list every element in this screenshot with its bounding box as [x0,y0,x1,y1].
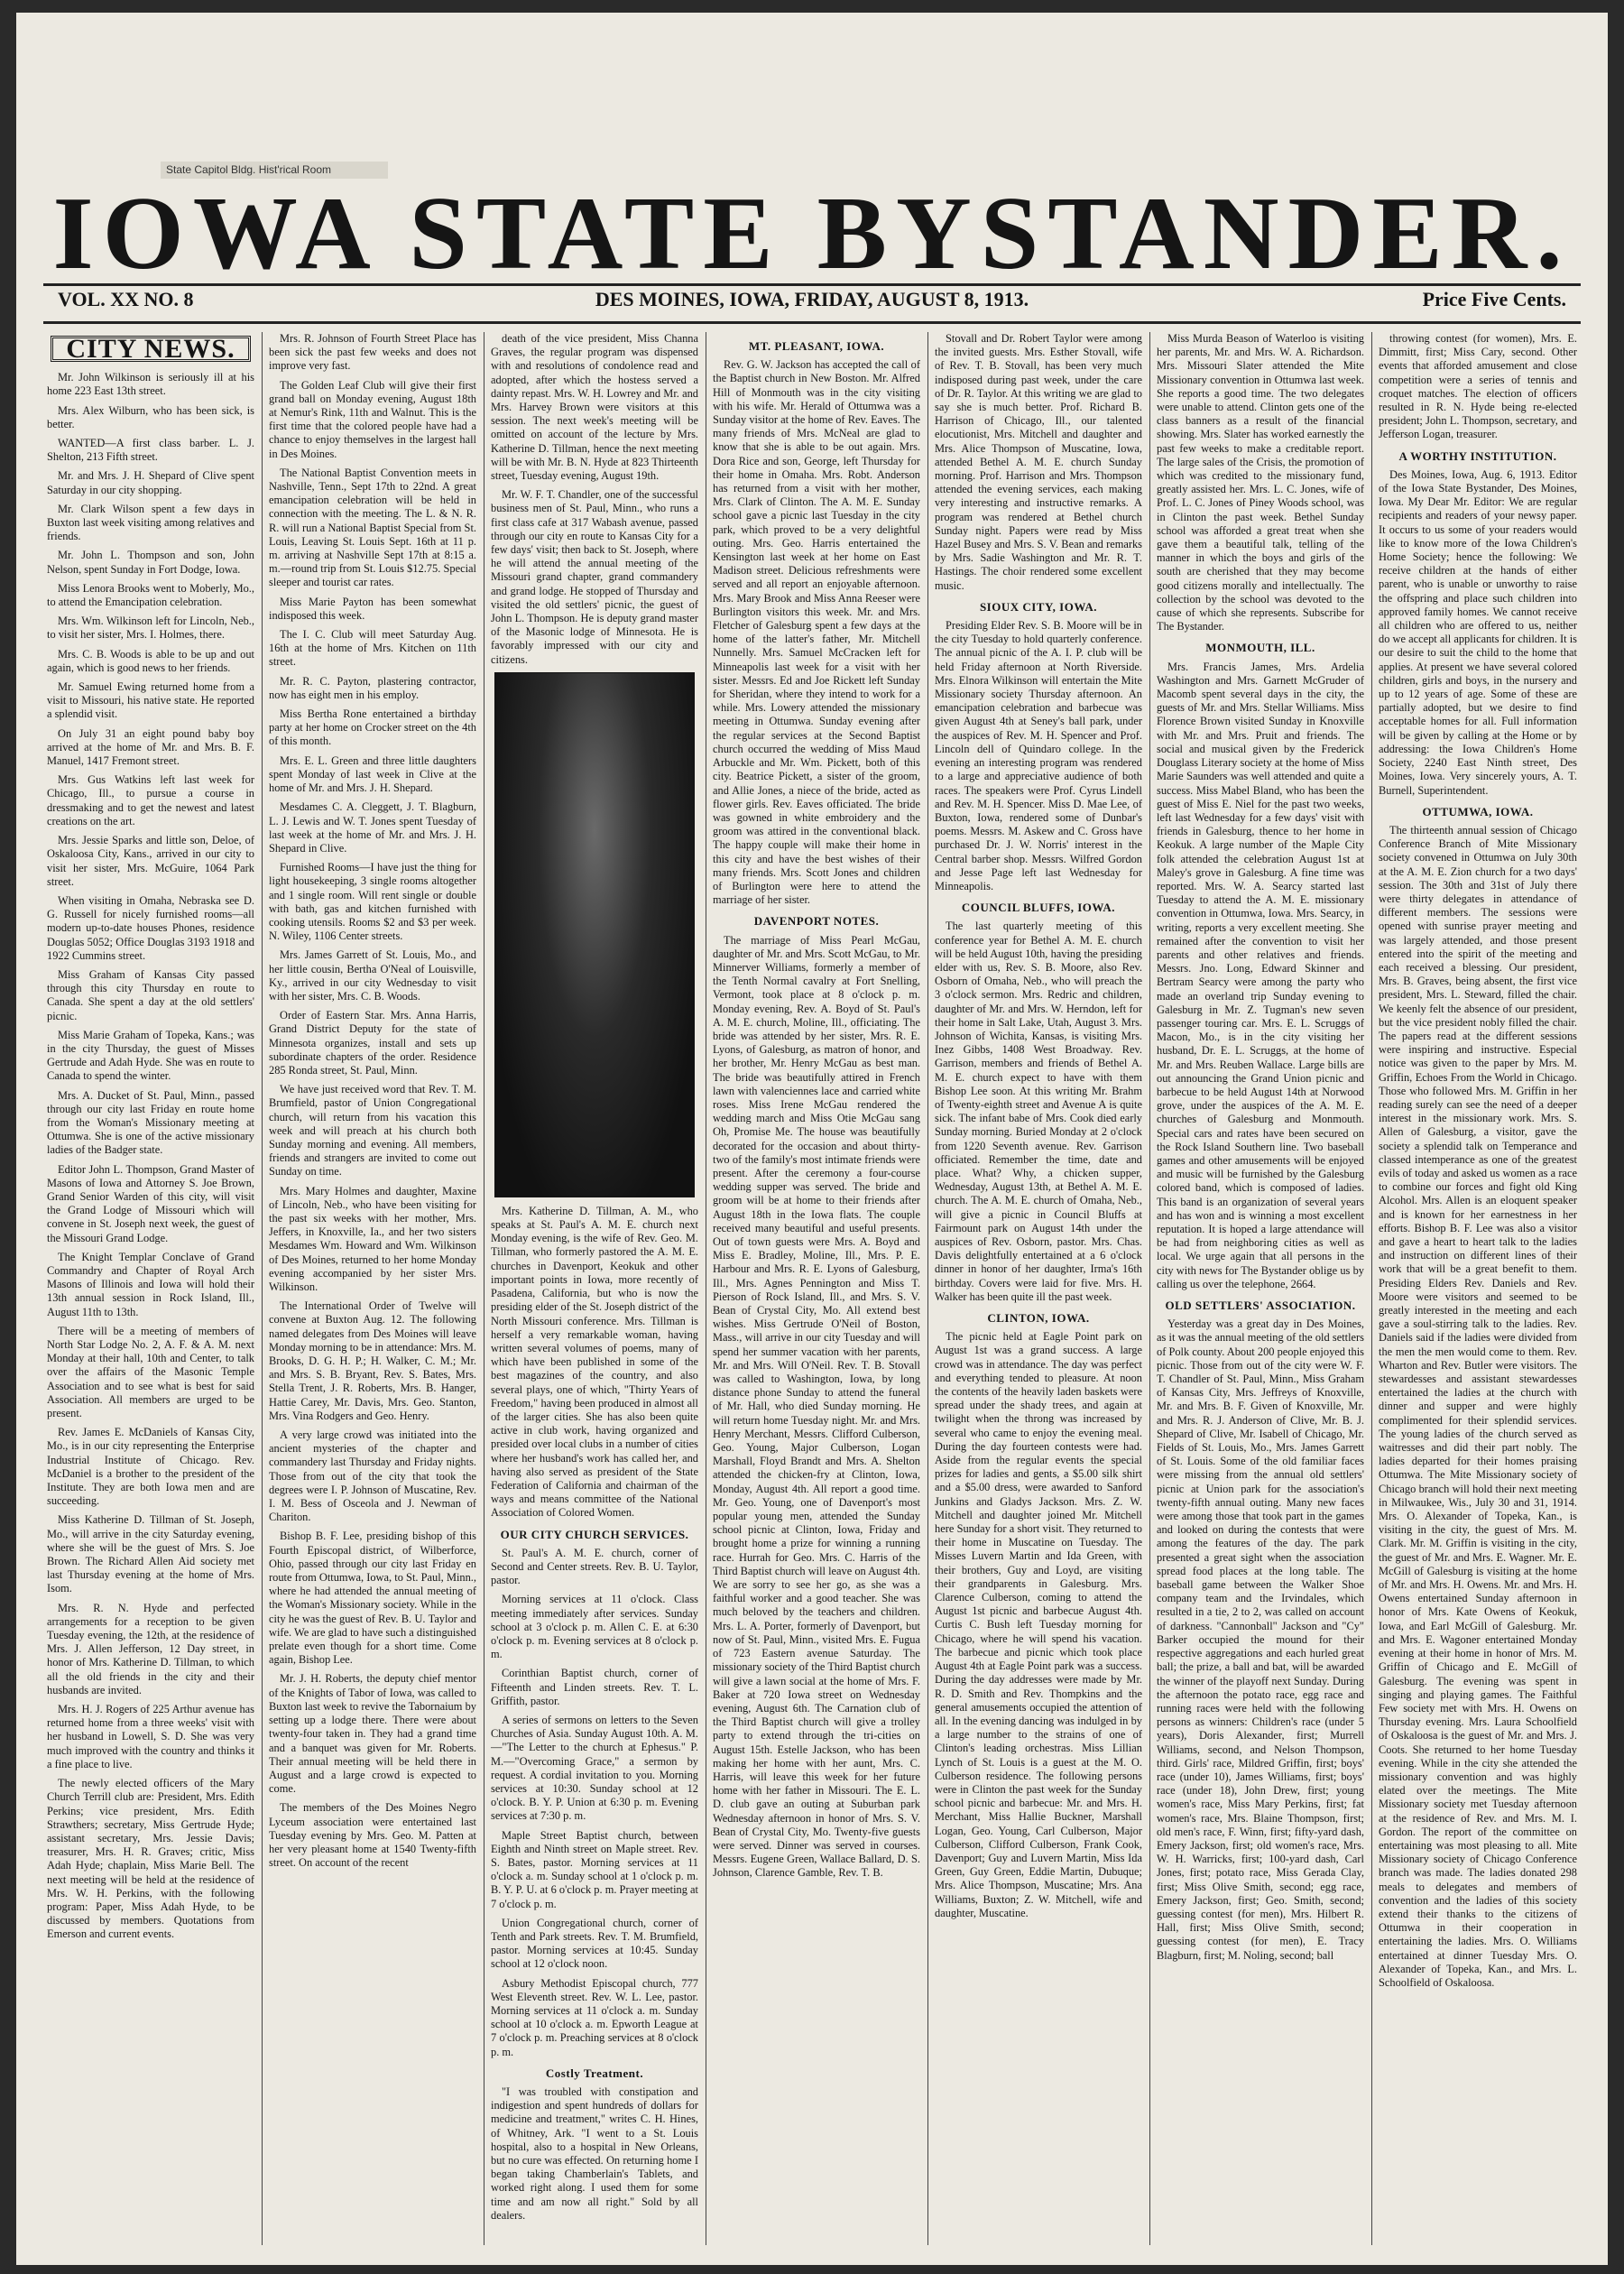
price: Price Five Cents. [1422,288,1566,310]
news-item: A very large crowd was initiated into the ancient mysteries of the chapter and commandery last Thursday and Friday nights. Those from out of the city that took the degrees were I. P. Johnson of Muscatine, Rev. I. M. Bess of Osceola and J. Newman of Chariton. [269,1428,476,1524]
news-item: Corinthian Baptist church, corner of Fifteenth and Linden streets. Rev. T. L. Griffith, pastor. [491,1667,698,1707]
masthead: IOWA STATE BYSTANDER. [52,176,1572,291]
news-item: Mrs. Gus Watkins left last week for Chicago, Ill., to pursue a course in dressmaking and to get the newest and latest creations on the art. [47,773,254,827]
section-text: Presiding Elder Rev. S. B. Moore will be in the city Tuesday to hold quarterly conference. The annual picnic of the A. I. P. club will be held Friday afternoon at North Riverside. Mrs. Elnora Wilkinson will entertain the Mite Missionary society Thursday afternoon. An emancipation celebration and barbecue was given August 4th at Seney's ball park, under the auspices of Rev. M. H. Spencer and Prof. Lincoln dell of Quindaro college. In the evening an interesting program was rendered to a large and appreciative audience of both races. The speakers were Prof. Cyrus Lindell and Rev. M. H. Spencer. Miss D. Mae Lee, of Buxton, Iowa, rendered some of Dunbar's poems. Messrs. M. Askew and C. Gross have purchased Dr. J. W. Norris' interest in the Central barber shop. Messrs. Wilfred Gordon and Jesse Page left last Wednesday for Minneapolis. [935,619,1142,892]
column-rule [1371,332,1372,2245]
news-item: On July 31 an eight pound baby boy arrived at the home of Mr. and Mrs. B. F. Manuel, 1417 Fremont street. [47,726,254,768]
news-item: Order of Eastern Star. Mrs. Anna Harris, Grand District Deputy for the state of Minnesota organizes, install and sets up subordinate chapters of the order. Residence 285 Ronda street, St. Paul, Minn. [269,1009,476,1077]
columns [47,332,1577,2254]
section-text: throwing contest (for women), Mrs. E. Dimmitt, first; Miss Cary, second. Other events that afforded amusement and close competition were a series of tennis and croquet matches. The election of officers resulted in R. N. Hyde being re-elected president; John L. Thompson, secretary, and Jefferson Logan, treasurer. [1379,332,1577,441]
news-item: The I. C. Club will meet Saturday Aug. 16th at the home of Mrs. Kitchen on 11th street. [269,628,476,669]
column-3 [491,332,698,2245]
section-text: Des Moines, Iowa, Aug. 6, 1913. Editor of the Iowa State Bystander, Des Moines, Iowa. My Dear Mr. Editor: We are regular recipients and readers of your newsy paper. It occurs to us some of your readers would like to know more of the Iowa Children's Home Society; hence the following: We receive children at the hands of either parent, who is unable or unworthy to raise the offspring and place such children into approved family homes. We cannot receive all children who are offered to us, neither do we accept all applicants for children. It is our desire to suit the child to the home that applies. At present we have several colored children, girls and boys, in the nursery and up to 12 years of age. Some of these are partially adopted, but we desire to find acceptable homes for all. Full information will be given by calling at the Home or by addressing: the Iowa Children's Home Society, 2240 East Ninth street, Des Moines, Iowa. Very sincerely yours, A. T. Burnell, Superintendent. [1379,467,1577,797]
news-item: There will be a meeting of members of North Star Lodge No. 2, A. F. & A. M. next Monday at their hall, 10th and Center, to talk over the affairs of the Masonic Temple Association and to see what is best for said Association. All members are urged to be present. [47,1324,254,1420]
news-item: Miss Graham of Kansas City passed through this city Thursday en route to Canada. She spent a day at the old settlers' picnic. [47,967,254,1022]
news-item: St. Paul's A. M. E. church, corner of Second and Center streets. Rev. B. U. Taylor, pastor. [491,1546,698,1587]
news-item: The Knight Templar Conclave of Grand Commandry and Chapter of Royal Arch Masons of Illinois and Iowa will hold their 13th annual session in Rock Island, Ill., August 11th to 13th. [47,1250,254,1318]
portrait-photo [494,672,696,1197]
section-heading: CLINTON, IOWA. [987,1311,1090,1326]
churches-heading: OUR CITY CHURCH SERVICES. [500,1527,689,1541]
news-item: Morning services at 11 o'clock. Class meeting immediately after services. Sunday school at 3 o'clock p. m. Allen C. E. at 6:30 o'clock p. m. Evening services at 8 o'clock p. m. [491,1593,698,1661]
column-4 [713,332,920,2245]
top-rule [43,283,1581,286]
section-text: Mrs. Francis James, Mrs. Ardelia Washington and Mrs. Garnett McGruder of Macomb spent several days in the city, the guests of Mr. and Mrs. Stellar Williams. Miss Florence Brown visited Sunday in Knoxville with Mr. and Mrs. Pruit and friends. The social and musical given by the Frederick Douglass Literary society at the home of Miss Marie Saunders was well attended and quite a success. Miss Mabel Bland, who has been the guest of Miss E. Niel for the past two weeks, left last Wednesday for a few days' visit with friends in Galesburg, thence to her home in Keokuk. A large number of the Maple City folk attended the celebration August 1st at Maley's grove in Galesburg. A fine time was reported. Mrs. W. A. Searcy started last Tuesday to attend the A. M. E. missionary convention in Ottumwa, Iowa. Mrs. Searcy, in writing, reports a very excellent meeting. She remained after the convention to visit her parents and other relatives and friends. Messrs. Jno. Long, Edward Skinner and Bertram Searcy were among the party who made an overland trip Sunday evening to Galesburg in Mr. Z. Tugman's new seven passenger touring car. Mrs. E. L. Scruggs of Macon, Mo., is in the city visiting her husband, Dr. E. L. Scruggs, at the home of Mr. and Mrs. Reuben Wallace. Large bills are out announcing the Grand Union picnic and barbecue to be held August 14th at Norwood grove, under the auspices of the A. M. E. churches of Galesburg and Monmouth. Special cars and rates have been secured on the Rock Island Southern line. Two baseball games and other amusements will be enjoyed and music will be furnished by the Galesburg colored band, which is composed of ladies. This band is an organization of several years and has won and is winning a most excellent reputation. It is hoped a large attendance will be had from neighboring cities as well as local. We urge again that all persons in the city with news for The Bystander oblige us by calling us over the telephone, 2664. [1157,660,1364,1290]
column-1 [47,332,254,2245]
section-text: The thirteenth annual session of Chicago Conference Branch of Mite Missionary society convened in Ottumwa on July 30th at the A. M. E. Zion church for a two days' session. The 30th and 31st of July there were thirty delegates in attendance of different members. The sessions were opened with sunrise prayer meeting and was largely attended, and those present entered into the spirit of the meeting and each received a blessing. Our president, Mrs. B. Graves, being absent, the first vice president, Mrs. L. Steward, filled the chair. We keenly felt the absence of our president, but the vice president nobly filled the chair. The papers read at the different sessions were inspiring and instructive. Especial notice was given to the paper by Mrs. M. Griffin, Echoes From the World in Chicago. Those who followed Mrs. M. Griffin in her reading surely can see the need of a deeper interest in the missionary work. Mrs. S. Allen of Galesburg, a visitor, gave the society a splendid talk on Temperance and classed intemperance as one of the greatest evils of today and asked us women as a race to combine our forces and fight old King Alcohol. Mrs. Allen is an eloquent speaker and is known for her earnestness in her efforts. Bishop B. F. Lee was also a visitor and gave a heart to heart talk to the ladies and instruction on different lines of their work that will be a great benefit to them. Presiding Elders Rev. Daniels and Rev. Moore were visitors and seemed to be greatly interested in the meeting and each gave a soul-stirring talk to the ladies. Rev. Daniels said if the ladies were divided from the men the men would come to them. Rev. Wharton and Rev. Butler were visitors. The stewardesses and assistant stewardesses entertained the ladies at the church with dinner and supper and were highly complimented for their splendid services. The young ladies of the church served as waitresses and did their part nobly. The ladies departed for their homes praising Ottumwa. The Mite Missionary society of Chicago branch will hold their next meeting in Milwaukee, Wis., July 30 and 31, 1914. Mrs. O. Alexander of Topeka, Kan., is visiting in the city, the guest of Mrs. M. Clark. Mr. M. Griffin is visiting in the city, the guest of Mr. and Mrs. E. Wagner. Mr. E. McGill of Galesburg is visiting at the home of Mr. and Mrs. H. Owens. Mr. and Mrs. H. Owens entertained Sunday afternoon in honor of Mrs. Kate Owens of Keokuk, Iowa, and Earl McGill of Galesburg. Mr. and Mrs. E. Wagoner entertained Monday evening at their home in honor of Mrs. M. Griffin of Chicago and E. McGill of Galesburg. The evening was spent in singing and playing games. The Faithful Few society met with Mrs. H. Owens on Thursday evening. Mrs. Laura Schoolfield of Oskaloosa is the guest of Mr. and Mrs. J. Coots. She returned to her home Tuesday evening. While in the city she attended the missionary convention and was highly elated over the meetings. The Mite Missionary society met Tuesday afternoon at the residence of Rev. and Mrs. M. I. Gordon. The report of the committee on entertaining was most pleasing to all. Mite Missionary society of Chicago Conference branch was made. The ladies donated 298 meals to delegates and members of convention and the ladies of this society extend their thanks to the citizens of Ottumwa in their cooperation in entertaining the ladies. Mrs. O. Williams entertained at dinner Tuesday Mrs. O. Alexander of Topeka, Kan., and Mrs. L. Schoolfield of Oskaloosa. [1379,823,1577,1989]
column-2 [269,332,476,2245]
section-heading: OTTUMWA, IOWA. [1422,804,1534,818]
section-text: The last quarterly meeting of this conference year for Bethel A. M. E. church will be held August 10th, having the presiding elder with us, Rev. S. B. Moore, also Rev. Osborn of Omaha, Neb., who will preach the 3 o'clock sermon. Mrs. Redric and children, daughter of Mr. and Mrs. W. Herndon, left for their home in Salt Lake, Utah, August 3. Mrs. Johnson of Wichita, Kansas, is visiting Mrs. Inez Gibbs, 1408 West Broadway. Rev. Garrison, members and friends of Bethel A. M. E. church expect to have with them Bishop Lee soon. At this writing Mr. Brahm of Twenty-eighth street and Avenue A is quite sick. The infant babe of Mrs. Cook died early Sunday morning. Buried Monday at 2 o'clock from 1220 Seventh avenue. Rev. Garrison officiated. Remember the time, date and place. What? Why, a chicken supper, Wednesday, August 13th, at Bethel A. M. E. church. The A. M. E. church of Omaha, Neb., will give a picnic in Council Bluffs at Fairmount park on August 14th under the auspices of Rev. Osborn, pastor. Mrs. Chas. Davis delightfully entertained at a 6 o'clock dinner in honor of her daughter, Irma's 16th birthday. Covers were laid for five. Mrs. H. Walker has been quite ill the past week. [935,920,1142,1303]
news-item: The International Order of Twelve will convene at Buxton Aug. 12. The following named delegates from Des Moines will leave Monday morning to be in attendance: Mrs. M. Brooks, D. G. H. P.; H. Walker, C. M.; Mr. and Mrs. S. B. Bryant, Rev. S. Bates, Mrs. Stella Trent, J. R. Roberts, Mrs. B. Hanger, Hattie Carey, Mr. Davis, Mrs. Geo. Stanton, Mrs. Vina Rodgers and Geo. Henry. [269,1299,476,1422]
news-item: Miss Lenora Brooks went to Moberly, Mo., to attend the Emancipation celebration. [47,581,254,609]
section-text: Yesterday was a great day in Des Moines, as it was the annual meeting of the old settlers of Polk county. About 200 people enjoyed this picnic. Those from out of the city were W. F. T. Chandler of St. Paul, Minn., Miss Graham of Kansas City, Mrs. Jeffreys of Knoxville, Mr. and Mrs. B. F. Given of Knoxville, Mr. and Mrs. R. J. Anderson of Clive, Mr. B. J. Shepard of Clive, Mr. Isabell of Chicago, Mr. Fields of St. Louis, Mo., Mrs. James Garrett of St. Louis. Some of the old familiar faces were missing from the annual old settlers' picnic at Union park for the association's twenty-fifth annual outing. Many new faces were among those that took part in the games and looked on during the contests that were among the features of the day. The park presented a great sight when the association spread food places at the long table. The baseball game between the Walker Shoe company team and the Irvindales, which resulted in a tie, 2 to 2, was called on account of darkness. "Cannonball" Jackson and "Cy" Barker occupied the mound for their respective aggregations and each hurled great ball; the prize, a ball and bat, will be awarded the winner of the playoff next Sunday. During the afternoon the potato race, egg race and running races were held with the following persons as winners: Children's race (under 5 years), Doris Alexander, first; Murrell Williams, second, and Nelson Thompson, third. Girls' race, Mildred Griffin, first; boys' race (under 10), James Williams, first; boys' race (under 18), John Drew, first; young women's race, Miss Mary Perkins, first; fat women's race, Mrs. Blaine Thompson, first; old men's race, F. Winn, first; fifty-yard dash, Emery Jackson, first; old women's race, Mrs. W. H. Warricks, first; 100-yard dash, Carl Jones, first; potato race, Miss Gerada Clay, first; Miss Olive Smith, second; egg race, Emery Jackson, first; Geo. Smith, second; guessing contest (for men), Mrs. Hilbert R. Hall, first; Miss Olive Smith, second; guessing contest (for men), E. Tracy Blagburn, first; M. Noling, second; ball [1157,1317,1364,1962]
news-item: Mrs. Wm. Wilkinson left for Lincoln, Neb., to visit her sister, Mrs. I. Holmes, there. [47,615,254,642]
news-item: Miss Katherine D. Tillman of St. Joseph, Mo., will arrive in the city Saturday evening, where she will be the guest of Mrs. S. Joe Brown. The Richard Allen Aid society met last Thursday evening at the home of Mrs. Isom. [47,1513,254,1595]
column-6 [1157,332,1364,2245]
news-item: Rev. James E. McDaniels of Kansas City, Mo., is in our city representing the Enterprise Industrial Institute of Chicago. Rev. McDaniel is a brother to the president of the Institute. They are both Iowa men and are succeeding. [47,1426,254,1508]
issue-date: DES MOINES, IOWA, FRIDAY, AUGUST 8, 1913. [595,288,1029,310]
news-item: Mr. W. F. T. Chandler, one of the successful business men of St. Paul, Minn., who runs a first class cafe at 317 Wabash avenue, passed through our city en route to Kansas City for a few days' visit; then back to St. Joseph, where he will attend the annual meeting of the Missouri grand chapter, grand commandery and grand lodge. He stopped of Thursday and visited the old settlers' picnic, the guest of John L. Thompson. He is deputy grand master of the Masonic lodge of Minnesota. He is favorably impressed with our city and citizens. [491,488,698,666]
ad-text: "I was troubled with constipation and indigestion and spent hundreds of dollars for medicine and treatment," writes C. H. Hines, of Whitney, Ark. "I went to a St. Louis hospital, also to a hospital in New Orleans, but no cure was effected. On returning home I began taking Chamberlain's Tablets, and worked right along. I used them for some time and am now all right." Sold by all dealers. [491,2085,698,2222]
news-item: Mrs. Alex Wilburn, who has been sick, is better. [47,403,254,430]
news-item: Mrs. R. N. Hyde and perfected arrangements for a reception to be given Tuesday evening, the 12th, at the residence of Mrs. J. Allen Jefferson, 12 Day street, in honor of Mrs. Katherine D. Tillman, to which all the old friends in the city and their husbands are invited. [47,1601,254,1696]
section-text: The picnic held at Eagle Point park on August 1st was a grand success. A large crowd was in attendance. The day was perfect and everything tended to pleasure. At noon the contents of the heavily laden baskets were spread under the shady trees, and again at twilight when the throng was increased by several who came to enjoy the evening meal. During the day fourteen contests were had. Aside from the regular events the special prizes for ladies and gents, a $5.00 silk shirt and a $5.00 dress, were awarded to Sanford Junkins and Gladys Jackson. Mrs. Z. W. Mitchell and daughter joined Mr. Mitchell here Sunday for a short visit. They returned to their home in Muscatine on Tuesday. The Misses Luvern Martin and Ida Green, with their brothers, Guy and Loyd, are visiting their grandparents in Galesburg. Mrs. Clarence Culberson, coming to attend the August 1st picnic and barbecue August 4th. Curtis C. Bush left Tuesday morning for Chicago, where he will spend his vacation. The barbecue and picnic which took place August 4th at Eagle Point park was a success. During the day addresses were made by Mr. R. D. Smith and Rev. Thompkins and the general amusements occupied the attention of all. In the evening dancing was indulged in by a large number to the strains of one of Clinton's leading orchestras. Miss Lillian Lynch of St. Louis is a guest at the M. O. Culberson residence. The following persons were in Clinton the past week for the Sunday school picnic and barbecue: Mr. and Mrs. H. Merchant, Miss Hallie Buckner, Marshall Logan, Geo. Young, Carl Culberson, Major Culberson, Clifford Culberson, Frank Cook, Davenport; Guy and Luvern Martin, Miss Ida Green, Guy Green, Eddie Martin, Dubuque; Mrs. Alice Thompson, Muscatine; Mrs. Ana Williams, Buxton; Z. W. Mitchell, wife and daughter, Muscatine. [935,1330,1142,1919]
news-item: Maple Street Baptist church, between Eighth and Ninth street on Maple street. Rev. S. Bates, pastor. Morning services at 11 o'clock a. m. Sunday school at 1 o'clock p. m. B. Y. P. U. at 6 o'clock p. m. Prayer meeting at 7 o'clock p. m. [491,1828,698,1910]
news-item: Mrs. C. B. Woods is able to be up and out again, which is good news to her friends. [47,647,254,674]
city-news-heading: CITY NEWS. [51,336,251,362]
photo-caption: Mrs. Katherine D. Tillman, A. M., who speaks at St. Paul's A. M. E. church next Monday evening, is the wife of Rev. Geo. M. Tillman, who formerly pastored the A. M. E. churches in Davenport, Keokuk and other important points in Iowa, more recently of Pasadena, California, but who is now the presiding elder of the St. Joseph district of the North Missouri conference. Mrs. Tillman is herself a very remarkable woman, having written several volumes of poems, many of which have been published in some of the best magazines of the country, and also several plays, one of which, "Thirty Years of Freedom," having been produced in almost all of the larger cities. She has also been quite active in club work, having organized and presided over local clubs in a number of cities where her husband's work has called her, and having also served as president of the State Federation of California and chairman of the ways and means committee of the National Association of Colored Women. [491,1204,698,1520]
news-item: When visiting in Omaha, Nebraska see D. G. Russell for nicely furnished rooms—all modern up-to-date houses Phones, residence Douglas 5052; Office Douglas 3193 1918 and 1922 Cummins street. [47,893,254,962]
newspaper-page [16,13,1608,2265]
news-item: Mr. Samuel Ewing returned home from a visit to Missouri, his native state. He reported a splendid visit. [47,680,254,721]
news-item: Mesdames C. A. Cleggett, J. T. Blagburn, L. J. Lewis and W. T. Jones spent Tuesday of last week at the home of Mr. and Mrs. J. H. Shepard in Clive. [269,800,476,855]
news-item: The National Baptist Convention meets in Nashville, Tenn., Sept 17th to 22nd. A great emancipation celebration will be held in connection with the meeting. The L. & N. R. R. will run a National Baptist Special from St. Louis, Leaving St. Louis Sept. 16th at 11 p. m. arriving at Nashville Sept 17th at 8:15 a. m.—round trip from St. Louis $12.75. Special sleeper and tourist car rates. [269,466,476,589]
news-item: Mrs. R. Johnson of Fourth Street Place has been sick the past few weeks and does not improve very fast. [269,332,476,373]
news-item: Union Congregational church, corner of Tenth and Park streets. Rev. T. M. Brumfield, pastor. Morning services at 10:45. Sunday school at 12 o'clock noon. [491,1916,698,1971]
column-rule [927,332,928,2245]
section-text: Stovall and Dr. Robert Taylor were among the invited guests. Mrs. Esther Stovall, wife of Rev. T. B. Stovall, has been very much indisposed during past week, under the care of Dr. R. Taylor. At this writing we are glad to say she is much better. Prof. Richard B. Harrison of Chicago, Ill., our talented elocutionist, Mrs. Mitchell and daughter and Mrs. Alice Thompson of Muscatine, Iowa, attended Bethel A. M. E. church Sunday morning. Prof. Harrison and Mrs. Thompson attended the evening services, each making very interesting and instructive remarks. A program was rendered at Bethel church Sunday night. Papers were read by Miss Hazel Busey and Mrs. S. V. Bean and remarks by Mrs. Sadie Washington and Mr. R. T. Hastings. The choir rendered some excellent music. [935,332,1142,592]
news-item: Mrs. James Garrett of St. Louis, Mo., and her little cousin, Bertha O'Neal of Louisville, Ky., arrived in our city Wednesday to visit with her sister, Mrs. C. B. Woods. [269,948,476,1003]
news-item: Bishop B. F. Lee, presiding bishop of this Fourth Episcopal district, of Wilberforce, Ohio, passed through our city last Friday en route from Ottumwa, Iowa, to St. Paul, Minn., where he had attended the annual meeting of the Woman's Missionary society. While in the city he was the guest of Rev. B. U. Taylor and wife. We are glad to have such a distinguished prelate even though for a short time. Come again, Bishop Lee. [269,1530,476,1667]
news-item: Miss Marie Payton has been somewhat indisposed this week. [269,595,476,622]
section-text: Miss Murda Beason of Waterloo is visiting her parents, Mr. and Mrs. W. A. Richardson. Mrs. Missouri Slater attended the Mite Missionary convention in Ottumwa last week. She reports a good time. The two delegates were unable to attend. Clinton gets one of the class banners as a result of the financial showing. Mrs. Slater has worked earnestly the past few weeks to make a creditable report. The large sales of the Crisis, the promotion of which was credited to the missionary fund, greatly assisted her. Mrs. L. C. Jones, wife of Prof. L. C. Jones of Piney Woods school, was in Clinton the past week. Bethel Sunday school was afforded a great treat when she gave them a beautiful talk, telling of the manner in which the boys and girls of the south are cherished that they may become good citizens morally and intellectually. The collection by the school was devoted to the cause of which she represents. Subscribe for The Bystander. [1157,332,1364,633]
section-heading: MONMOUTH, ILL. [1205,641,1315,655]
bottom-rule [43,321,1581,324]
news-item: The newly elected officers of the Mary Church Terrill club are: President, Mrs. Edith Perkins; vice president, Mrs. Edith Strawthers; secretary, Miss Gertrude Hyde; assistant secretary, Mrs. Jessie Davis; treasurer, Mrs. H. R. Graves; critic, Miss Adah Hyde; chaplain, Miss Marie Bell. The next meeting will be held at the residence of Mrs. W. H. Perkins, with the following program: Paper, Miss Adah Hyde, to be discussed by members. Quotations from Emerson and current events. [47,1777,254,1941]
news-item: Mrs. Jessie Sparks and little son, Deloe, of Oskaloosa City, Kans., arrived in our city to visit her sister, Mrs. McGuire, 1064 Park street. [47,834,254,888]
column-7 [1379,332,1577,2245]
news-item: A series of sermons on letters to the Seven Churches of Asia. Sunday August 10th. A. M.—"The Letter to the church at Ephesus." P. M.—"Overcoming Grace," a sermon by request. A cordial invitation to you. Morning services at 10:30. Sunday school at 12 o'clock. B. Y. P. Union at 6:30 p. m. Evening services at 7:30 p. m. [491,1713,698,1823]
section-heading: MT. PLEASANT, IOWA. [748,339,885,353]
column-rule [1149,332,1150,2245]
news-item: Mr. R. C. Payton, plastering contractor, now has eight men in his employ. [269,674,476,701]
news-item: Miss Bertha Rone entertained a birthday party at her home on Crocker street on the 4th of this month. [269,707,476,748]
city-news-items [47,371,254,1941]
column-2-items [269,332,476,1870]
archive-stamp: State Capitol Bldg. Hist'rical Room [161,162,388,179]
news-item: The Golden Leaf Club will give their first grand ball on Monday evening, August 18th at Nemur's Rink, 11th and Walnut. This is the first time that the colored people have had a chance to enjoy themselves in the largest hall in Des Moines. [269,378,476,460]
news-item: The members of the Des Moines Negro Lyceum association were entertained last Tuesday evening by Mrs. Geo. M. Patten at her very pleasant home at 1540 Twenty-fifth street. On account of the recent [269,1801,476,1870]
news-item: Mrs. E. L. Green and three little daughters spent Monday of last week in Clive at the home of Mr. and Mrs. J. H. Shepard. [269,753,476,795]
news-item: Asbury Methodist Episcopal church, 777 West Eleventh street. Rev. W. L. Lee, pastor. Morning services at 11 o'clock a. m. Sunday school at 10 o'clock a. m. Epworth League at 7 o'clock p. m. Preaching services at 8 o'clock p. m. [491,1976,698,2058]
news-item: Mr. J. H. Roberts, the deputy chief mentor of the Knights of Tabor of Iowa, was called to Buxton last week to revive the Tabornaium by setting up a lodge there. There were about twenty-four taken in. They had a grand time and a banquet was given for Mr. Roberts. Their annual meeting will be held there in August and a large crowd is expected to come. [269,1672,476,1796]
section-heading: A WORTHY INSTITUTION. [1398,448,1557,463]
section-text: Rev. G. W. Jackson has accepted the call of the Baptist church in New Boston. Mr. Alfred Hill of Monmouth was in the city visiting with his wife. Mr. Herald of Ottumwa was a Sunday visitor at the home of Rev. Eaves. The many friends of Mrs. McNeal are glad to know that she is able to be out again. Mrs. Dora Rice and son, George, left Thursday for their home in Omaha. Mrs. Robt. Anderson has returned from a visit with her mother, Mrs. Clark of Clinton. The A. M. E. Sunday school gave a picnic last Tuesday in the city park, which proved to be a very delightful outing. Mrs. Geo. Harris entertained the Kensington last week at her home on East Madison street. Delicious refreshments were served and all report an enjoyable afternoon. Mrs. Mary Brook and Miss Anna Reeser were Burlington visitors this week. Mr. and Mrs. Fletcher of Galesburg spent a few days at the home of the latter's father, Mr. Mitchell Nunnelly. Mrs. Samuel McCracken left for Minneapolis last week for a visit with her sister. Messrs. Ed and Joe Rickett left Sunday for Sheridan, where they intend to work for a while. Mrs. Lowery attended the missionary meeting in Ottumwa. Sunday evening after the regular services at the Second Baptist church occurred the wedding of Miss Maud Arbuckle and Mr. Wm. Pickett, both of this city. Beatrice Pickett, a sister of the groom, and Allie Jones, a niece of the bride, acted as flower girls. Rev. Eaves officiated. The bride was gowned in white embroidery and the groom was attired in the conventional black. The happy couple will make their home in this city and have the best wishes of their many friends. Mrs. Scott Jones and children of Burlington were here to attend the marriage of her sister. [713,358,920,907]
column-5 [935,332,1142,2245]
volume-number: VOL. XX NO. 8 [58,288,194,310]
news-item: WANTED—A first class barber. L. J. Shelton, 213 Fifth street. [47,437,254,464]
news-item: Mr. John L. Thompson and son, John Nelson, spent Sunday in Fort Dodge, Iowa. [47,549,254,576]
news-item: death of the vice president, Miss Channa Graves, the regular program was dispensed with and resolutions of condolence read and adopted, after which the hostess served a dainty repast. Mrs. W. H. Lowrey and Mr. and Mrs. Harvey Brown were visitors at this session. The next week's meeting will be omitted on account of the lecture by Mrs. Katherine D. Tillman, hence the next meeting will be with Mr. B. N. Hyde at 823 Thirteenth street, Tuesday evening, August 19th. [491,332,698,483]
column-rule [262,332,263,2245]
column-3-items [491,332,698,667]
news-item: Miss Marie Graham of Topeka, Kans.; was in the city Thursday, the guest of Misses Gertrude and Adah Hyde. She was en route to Canada to spend the winter. [47,1028,254,1083]
news-item: Mr. Clark Wilson spent a few days in Buxton last week visiting among relatives and friends. [47,502,254,543]
news-item: Mr. John Wilkinson is seriously ill at his home 223 East 13th street. [47,371,254,398]
church-services [491,1547,698,2059]
news-item: Editor John L. Thompson, Grand Master of Masons of Iowa and Attorney S. Joe Brown, Grand Senior Warden of this city, will visit the Grand Lodge of Missouri which will convene in St. Joseph next week, the guest of the Missouri Grand Lodge. [47,1162,254,1244]
section-heading: DAVENPORT NOTES. [753,914,880,929]
section-heading: OLD SETTLERS' ASSOCIATION. [1165,1299,1356,1313]
news-item: Furnished Rooms—I have just the thing for light housekeeping, 3 single rooms altogether and 1 single room. Will rent single or double with bath, gas and kitchen furnished with cooking utensils. Rooms $2 and $3 per week. N. Wiley, 1106 Center streets. [269,861,476,943]
news-item: Mrs. Mary Holmes and daughter, Maxine of Lincoln, Neb., who have been visiting for the past six weeks with her mother, Mrs. Jeffers, in Knoxville, Ia., and her two sisters Mesdames Wm. Howard and Wm. Wilkinson of Des Moines, returned to her home Monday evening accompanied by her sister Mrs. Wilkinson. [269,1184,476,1293]
section-text: The marriage of Miss Pearl McGau, daughter of Mr. and Mrs. Scott McGau, to Mr. Minnerver Williams, formerly a member of the Tenth Normal cavalry at Fort Snelling, Vermont, took place at 8 o'clock p. m. Monday evening, Rev. A. Boyd of St. Paul's A. M. E. church, Moline, Ill., officiating. The bride was attended by her sister, Mrs. R. E. Lyons, of Galesburg, as matron of honor, and her brother, Mr. Henry McGau as best man. The bride was beautifully attired in French lawn with valenciennes lace and carried white roses. Miss Irene McGau rendered the wedding march and Miss Otie McGau sang Oh, Promise Me. The house was beautifully decorated for the occasion and about thirty-two of the family's most intimate friends were present. After the ceremony a four-course wedding supper was served. The bride and groom will be at home to their friends after August 18th in the Iowa flats. The couple received many beautiful and useful presents. Out of town guests were Mrs. A. Boyd and Miss E. Bradley, Moline, Ill., Mrs. P. E. Harbour and Mrs. R. E. Lyons of Galesburg, Ill., Mrs. Agnes Pennington and Miss T. Pierson of Rock Island, Ill., and Mrs. S. V. Bean of Crystal City, Mo. All extend best wishes. Miss Gertrude O'Neil of Boston, Mass., will arrive in our city Tuesday and will spend her summer vacation with her parents, Mr. and Mrs. Will O'Neil. Rev. T. B. Stovall was called to Washington, Iowa, by long distance phone Sunday to attend the funeral of Mr. Hall, who died Sunday morning. He will return home Tuesday night. Mr. and Mrs. Henry Merchant, Messrs. Clifford Culberson, Geo. Young, Major Culberson, Logan Marshall, Floyd Brandt and Mrs. A. Shelton attended the chicken-fry at Clinton, Iowa, Monday, August 4th. All report a good time. Mr. Geo. Young, one of Davenport's most popular young men, attended the Sunday school picnic at Clinton, Iowa, Friday and brought home a prize for winning a running race. Hurrah for Geo. Mrs. C. Harris of the Third Baptist church will leave on August 4th. We are sorry to see her go, as she was a faithful worker and a good teacher. She was much beloved by the teachers and children. Mrs. L. A. Porter, formerly of Davenport, but now of St. Paul, Minn., visited Mrs. E. Fugua of 723 Eastern avenue Saturday. The missionary society of the Third Baptist church will give a lawn social at the home of Mrs. F. Baker at 720 Iowa street on Wednesday evening, August 6th. The Carnation club of the Third Baptist church will give a trolley party to extend through the tri-cities on August 15th. Estelle Jackson, who has been making her home with her aunt, Mrs. C. Harris, will leave this week for her future home with her father in Missouri. The E. L. D. club gave an outing at Suburban park Wednesday afternoon in honor of Mrs. S. V. Bean of Crystal City, Mo. Twenty-five guests were served. Dinner was served in courses. Messrs. Eugene Green, Wallace Ballard, D. S. Johnson, Clarence Gamble, Rev. T. B. [713,933,920,1880]
section-heading: SIOUX CITY, IOWA. [979,599,1098,614]
section-heading: COUNCIL BLUFFS, IOWA. [961,901,1116,915]
news-item: We have just received word that Rev. T. M. Brumfield, pastor of Union Congregational church, will return from his vacation this week and will preach at his church both Sunday morning and evening. All members, friends and strangers are invited to come out Sunday on time. [269,1083,476,1179]
news-item: Mrs. H. J. Rogers of 225 Arthur avenue has returned home from a three weeks' visit with her husband in Lowell, S. D. She was very much improved with the country and thinks it a fine place to live. [47,1703,254,1770]
dateline-bar [51,288,1573,319]
news-item: Mr. and Mrs. J. H. Shepard of Clive spent Saturday in our city shopping. [47,469,254,496]
ad-heading: Costly Treatment. [545,2066,644,2080]
news-item: Mrs. A. Ducket of St. Paul, Minn., passed through our city last Friday en route home from the Woman's Missionary meeting at Ottumwa. She is one of the active missionary ladies of the Badger state. [47,1088,254,1157]
